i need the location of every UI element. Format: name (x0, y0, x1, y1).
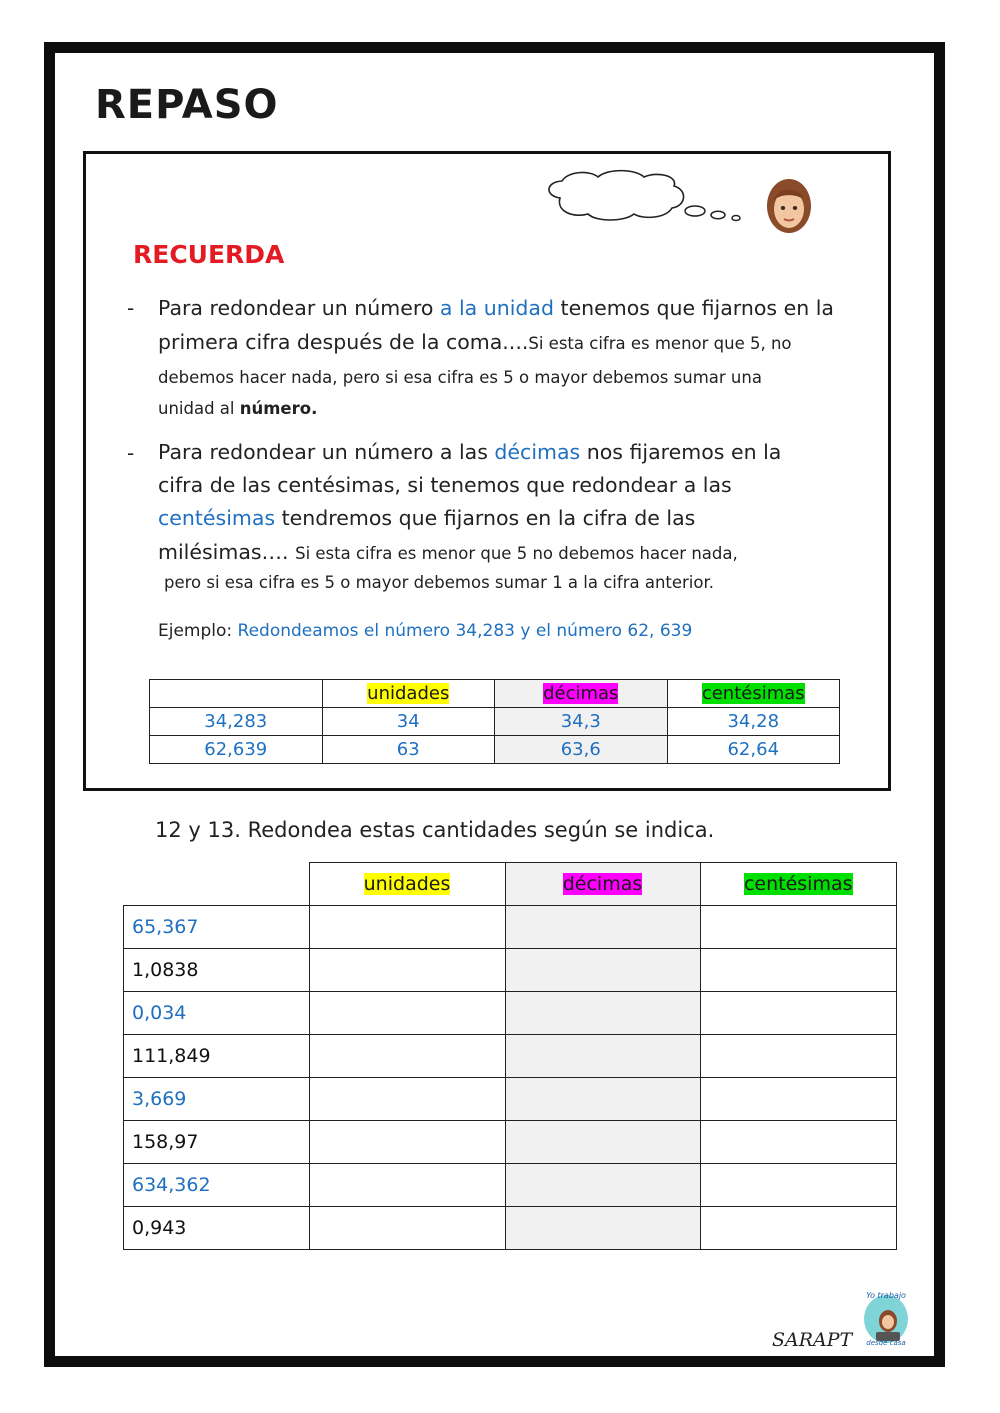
text-span: nos fijaremos en la (580, 440, 782, 464)
answer-cell-decimas[interactable] (505, 1078, 700, 1121)
text-line (158, 291, 868, 325)
answer-cell-centesimas[interactable] (700, 949, 897, 992)
answer-cell-decimas[interactable] (505, 1207, 700, 1250)
table-header-cell (700, 863, 897, 906)
text-span: tendremos que fijarnos en la cifra de las (275, 506, 696, 530)
example-text: Redondeamos el número 34,283 y el número 62, 639 (237, 621, 693, 641)
example-table (149, 679, 840, 764)
thought-cloud-icon (540, 168, 750, 228)
table-row (124, 1078, 897, 1121)
text-span: Para redondear un número (158, 296, 440, 320)
number-cell: 634,362 (124, 1164, 310, 1207)
text-line: pero si esa cifra es 5 o mayor debemos sumar 1 a la cifra anterior. (164, 573, 715, 592)
table-row (124, 949, 897, 992)
logo-text-bottom: desde casa (866, 1339, 906, 1347)
table-cell: 34,3 (495, 708, 668, 736)
table-cell: 34 (322, 708, 495, 736)
table-header-cell (667, 680, 840, 708)
table-header-cell (150, 680, 323, 708)
number-cell: 1,0838 (124, 949, 310, 992)
table-cell: 63,6 (495, 736, 668, 764)
bold-text: número. (239, 399, 318, 418)
table-row (124, 1121, 897, 1164)
table-header-row (124, 863, 897, 906)
answer-cell-unidades[interactable] (309, 1164, 505, 1207)
rule-paragraph-decimals (158, 436, 868, 597)
text-line (158, 393, 868, 424)
answer-cell-decimas[interactable] (505, 1121, 700, 1164)
highlight-text: décimas (494, 440, 581, 464)
table-header-cell (505, 863, 700, 906)
answer-cell-decimas[interactable] (505, 906, 700, 949)
recuerda-heading: RECUERDA (133, 240, 285, 269)
logo-text-top: Yo trabajo (866, 1291, 906, 1300)
answer-cell-centesimas[interactable] (700, 1078, 897, 1121)
rule-paragraph-units (158, 291, 868, 424)
table-cell: 62,639 (150, 736, 323, 764)
avatar-icon (760, 178, 818, 234)
table-corner-cell (124, 863, 310, 906)
text-span: tenemos que fijarnos en la (554, 296, 834, 320)
highlight-text: centésimas (158, 506, 276, 530)
header-decimas: décimas (562, 873, 643, 895)
answer-cell-unidades[interactable] (309, 992, 505, 1035)
text-line: debemos hacer nada, pero si esa cifra es 5 o mayor debemos sumar una (158, 368, 762, 387)
answer-cell-centesimas[interactable] (700, 906, 897, 949)
answer-cell-centesimas[interactable] (700, 1207, 897, 1250)
table-row (124, 1207, 897, 1250)
table-row (150, 736, 840, 764)
number-cell: 65,367 (124, 906, 310, 949)
text-line (158, 502, 868, 535)
answer-cell-unidades[interactable] (309, 1035, 505, 1078)
header-centesimas: centésimas (701, 683, 805, 704)
answer-cell-decimas[interactable] (505, 949, 700, 992)
table-row (150, 708, 840, 736)
answer-cell-centesimas[interactable] (700, 992, 897, 1035)
text-line: cifra de las centésimas, si tenemos que redondear a las (158, 473, 732, 497)
number-cell: 0,943 (124, 1207, 310, 1250)
table-cell: 34,28 (667, 708, 840, 736)
answer-cell-decimas[interactable] (505, 1035, 700, 1078)
text-span: Si esta cifra es menor que 5, no (528, 334, 792, 353)
answer-cell-unidades[interactable] (309, 1121, 505, 1164)
answer-cell-decimas[interactable] (505, 1164, 700, 1207)
answer-cell-centesimas[interactable] (700, 1035, 897, 1078)
exercise-table (123, 862, 897, 1250)
number-cell: 3,669 (124, 1078, 310, 1121)
highlight-text: a la unidad (439, 296, 555, 320)
header-unidades: unidades (367, 683, 450, 704)
example-label: Ejemplo: (158, 621, 238, 641)
answer-cell-unidades[interactable] (309, 1078, 505, 1121)
table-row (124, 906, 897, 949)
bullet-dash: - (127, 441, 135, 465)
author-signature: SARAPT (772, 1329, 853, 1351)
header-centesimas: centésimas (743, 873, 853, 895)
bullet-dash: - (127, 296, 135, 320)
table-cell: 63 (322, 736, 495, 764)
table-row (124, 1164, 897, 1207)
answer-cell-unidades[interactable] (309, 1207, 505, 1250)
text-span: Para redondear un número a las (158, 440, 495, 464)
text-span: Si esta cifra es menor que 5 no debemos hacer nada, (295, 544, 738, 563)
number-cell: 158,97 (124, 1121, 310, 1164)
header-decimas: décimas (543, 683, 619, 704)
table-header-row (150, 680, 840, 708)
text-span: milésimas…. (158, 540, 296, 564)
table-header-cell (309, 863, 505, 906)
text-line (158, 325, 868, 362)
table-cell: 62,64 (667, 736, 840, 764)
answer-cell-centesimas[interactable] (700, 1164, 897, 1207)
text-span: primera cifra después de la coma.... (158, 330, 529, 354)
number-cell: 0,034 (124, 992, 310, 1035)
table-cell: 34,283 (150, 708, 323, 736)
exercise-title: 12 y 13. Redondea estas cantidades según se indica. (155, 818, 715, 842)
text-line (158, 436, 868, 469)
table-row (124, 992, 897, 1035)
table-row (124, 1035, 897, 1078)
table-header-cell (322, 680, 495, 708)
answer-cell-unidades[interactable] (309, 906, 505, 949)
page-title: REPASO (95, 82, 279, 128)
text-line (158, 535, 868, 569)
example-line (158, 621, 692, 641)
table-header-cell (495, 680, 668, 708)
number-cell: 111,849 (124, 1035, 310, 1078)
answer-cell-centesimas[interactable] (700, 1121, 897, 1164)
text-span: unidad al (158, 399, 240, 418)
header-unidades: unidades (363, 873, 451, 895)
answer-cell-unidades[interactable] (309, 949, 505, 992)
logo-icon (858, 1289, 914, 1347)
answer-cell-decimas[interactable] (505, 992, 700, 1035)
